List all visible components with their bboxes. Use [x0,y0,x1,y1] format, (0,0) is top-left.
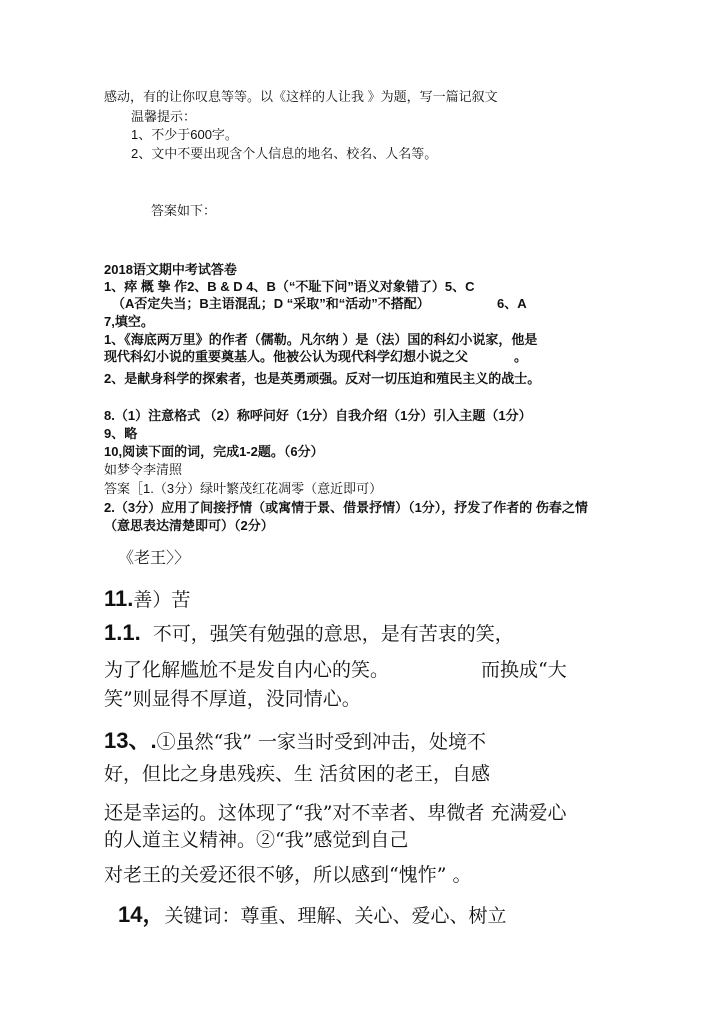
answer-line: 2、是献身科学的探索者，也是英勇顽强。反对一切压迫和殖民主义的战士。 [104,371,541,386]
answer-line: （意思表达清楚即可）（2分） [104,518,274,533]
answer-text: 好，但比之身患残疾、生 活贫困的老王，自感 [104,763,491,785]
answer-text: 对老王的关爱还很不够，所以感到“愧怍” 。 [104,864,472,886]
question-number: 14， [118,902,165,927]
poem-title: 如梦令李清照 [104,462,183,477]
answer-line: （A否定失当；B主语混乱；D “采取”和“活动”不搭配） [112,296,430,311]
answer-text: 而换成“大 [481,659,567,681]
answer-text: 还是幸运的。这体现了“我”对不幸者、卑微者 充满爱心 [104,802,567,824]
answer-line: 7,填空。 [104,314,154,329]
answer-line: 现代科幻小说的重要奠基人。他被公认为现代科学幻想小说之父 [104,349,469,364]
answer-line: 8.（1）注意格式 （2）称呼问好（1分）自我介绍（1分）引入主题（1分） [104,408,532,423]
answer-text: 的人道主义精神。②“我”感觉到自己 [104,829,409,851]
prompt-line: 感动，有的让你叹息等等。以《这样的人让我 》为题，写一篇记叙文 [104,89,498,104]
answer-line: 9、略 [104,426,138,441]
question-number: 1.1. [104,620,141,645]
tip-item: 2、文中不要出现含个人信息的地名、校名、人名等。 [131,146,438,161]
answers-heading: 答案如下： [151,203,217,218]
answer-line: 1、《海底两万里》的作者（儒勒。凡尔纳 ）是（法）国的科幻小说家，他是 [104,332,538,347]
question-number: 13、. [104,728,157,753]
answer-text: ①虽然“我” 一家当时受到冲击，处境不 [156,731,487,753]
answer-text: 不可，强笑有勉强的意思，是有苦衷的笑， [152,623,514,645]
tip-item: 1、不少于600字。 [131,127,238,142]
answer-key-title: 2018语文期中考试答卷 [104,262,237,277]
tips-title: 温馨提示： [131,109,197,124]
answer-text: 关键词：尊重、理解、关心、爱心、树立 [164,905,507,927]
answer-text: 为了化解尴尬不是发自内心的笑。 [104,659,390,681]
answer-text: 善）苦 [133,589,191,611]
answer-line: 1、瘁 概 挚 作2、B & D 4、B（“不耻下问”语义对象错了）5、C [104,279,475,294]
answer-line: 6、A [497,296,527,311]
answer-line: 答案［1.（3分）绿叶繁茂红花凋零（意近即可） [104,481,383,496]
answer-text: 笑”则显得不厚道，没同情心。 [104,688,361,710]
answer-line: 。 [514,349,528,364]
answer-line: 2.（3分）应用了间接抒情（或寓情于景、借景抒情）（1分），抒发了作者的 伤春之情 [104,500,588,515]
answer-14 [118,898,507,926]
answer-11 [104,586,190,614]
section-title: 《老王〉〉 [118,548,191,567]
answer-13 [104,724,486,752]
answer-line: 10,阅读下面的词，完成1-2题。（6分） [104,444,324,459]
answer-12 [104,620,514,648]
question-number: 11. [104,586,134,611]
